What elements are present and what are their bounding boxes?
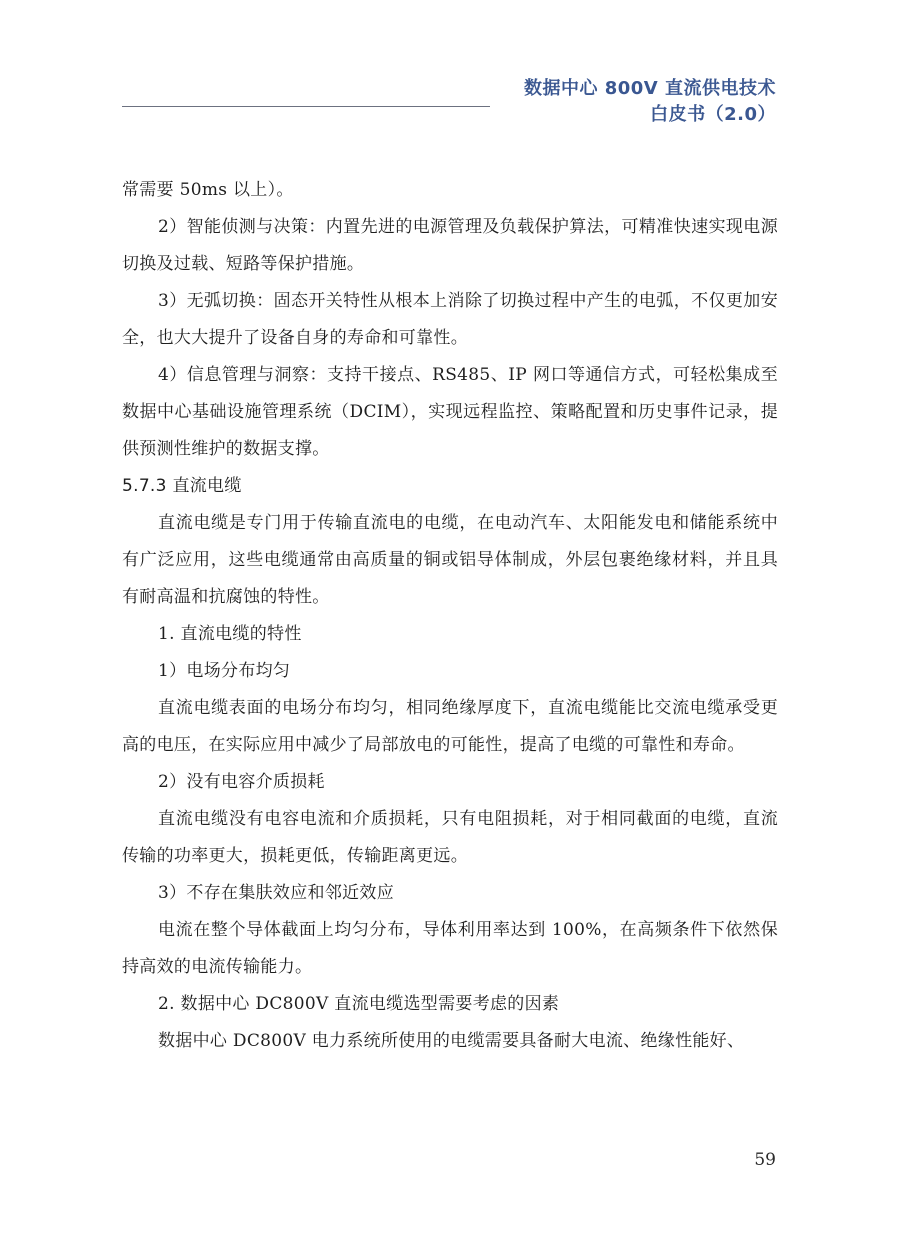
item-text-2: 直流电缆没有电容电流和介质损耗，只有电阻损耗，对于相同截面的电缆，直流传输的功率更大，损耗更低，传输距离更远。 bbox=[122, 809, 778, 866]
page-body bbox=[122, 172, 778, 1060]
header-title-line2: 白皮书（2.0） bbox=[650, 104, 776, 125]
subsection-title-1: 1. 直流电缆的特性 bbox=[158, 624, 302, 644]
paragraph-item-2: 2）智能侦测与决策：内置先进的电源管理及负载保护算法，可精准快速实现电源切换及过载、短路等保护措施。 bbox=[122, 217, 778, 274]
paragraph-item-3: 3）无弧切换：固态开关特性从根本上消除了切换过程中产生的电弧，不仅更加安全，也大大提升了设备自身的寿命和可靠性。 bbox=[122, 291, 778, 348]
item-title-1: 1）电场分布均匀 bbox=[158, 661, 291, 681]
item-text-1: 直流电缆表面的电场分布均匀，相同绝缘厚度下，直流电缆能比交流电缆承受更高的电压，在实际应用中减少了局部放电的可能性，提高了电缆的可靠性和寿命。 bbox=[122, 698, 778, 755]
subsection-title-2: 2. 数据中心 DC800V 直流电缆选型需要考虑的因素 bbox=[158, 994, 560, 1014]
section-heading: 5.7.3 直流电缆 bbox=[122, 476, 242, 496]
header-title-line1: 数据中心 800V 直流供电技术 bbox=[523, 78, 776, 99]
item-title-2: 2）没有电容介质损耗 bbox=[158, 772, 325, 792]
item-title-3: 3）不存在集肤效应和邻近效应 bbox=[158, 883, 395, 903]
paragraph-item-4: 4）信息管理与洞察：支持干接点、RS485、IP 网口等通信方式，可轻松集成至数据中心基础设施管理系统（DCIM），实现远程监控、策略配置和历史事件记录，提供预测性维护的数据支撑。 bbox=[122, 365, 778, 459]
page-number: 59 bbox=[754, 1150, 776, 1170]
section-intro: 直流电缆是专门用于传输直流电的电缆，在电动汽车、太阳能发电和储能系统中有广泛应用，这些电缆通常由高质量的铜或铝导体制成，外层包裹绝缘材料，并且具有耐高温和抗腐蚀的特性。 bbox=[122, 513, 778, 607]
header-rule bbox=[122, 106, 490, 107]
running-header bbox=[476, 76, 776, 128]
subsection-text-2: 数据中心 DC800V 电力系统所使用的电缆需要具备耐大电流、绝缘性能好、 bbox=[158, 1031, 745, 1051]
item-text-3: 电流在整个导体截面上均匀分布，导体利用率达到 100%，在高频条件下依然保持高效的电流传输能力。 bbox=[122, 920, 778, 977]
paragraph-continued: 常需要 50ms 以上）。 bbox=[122, 180, 294, 200]
